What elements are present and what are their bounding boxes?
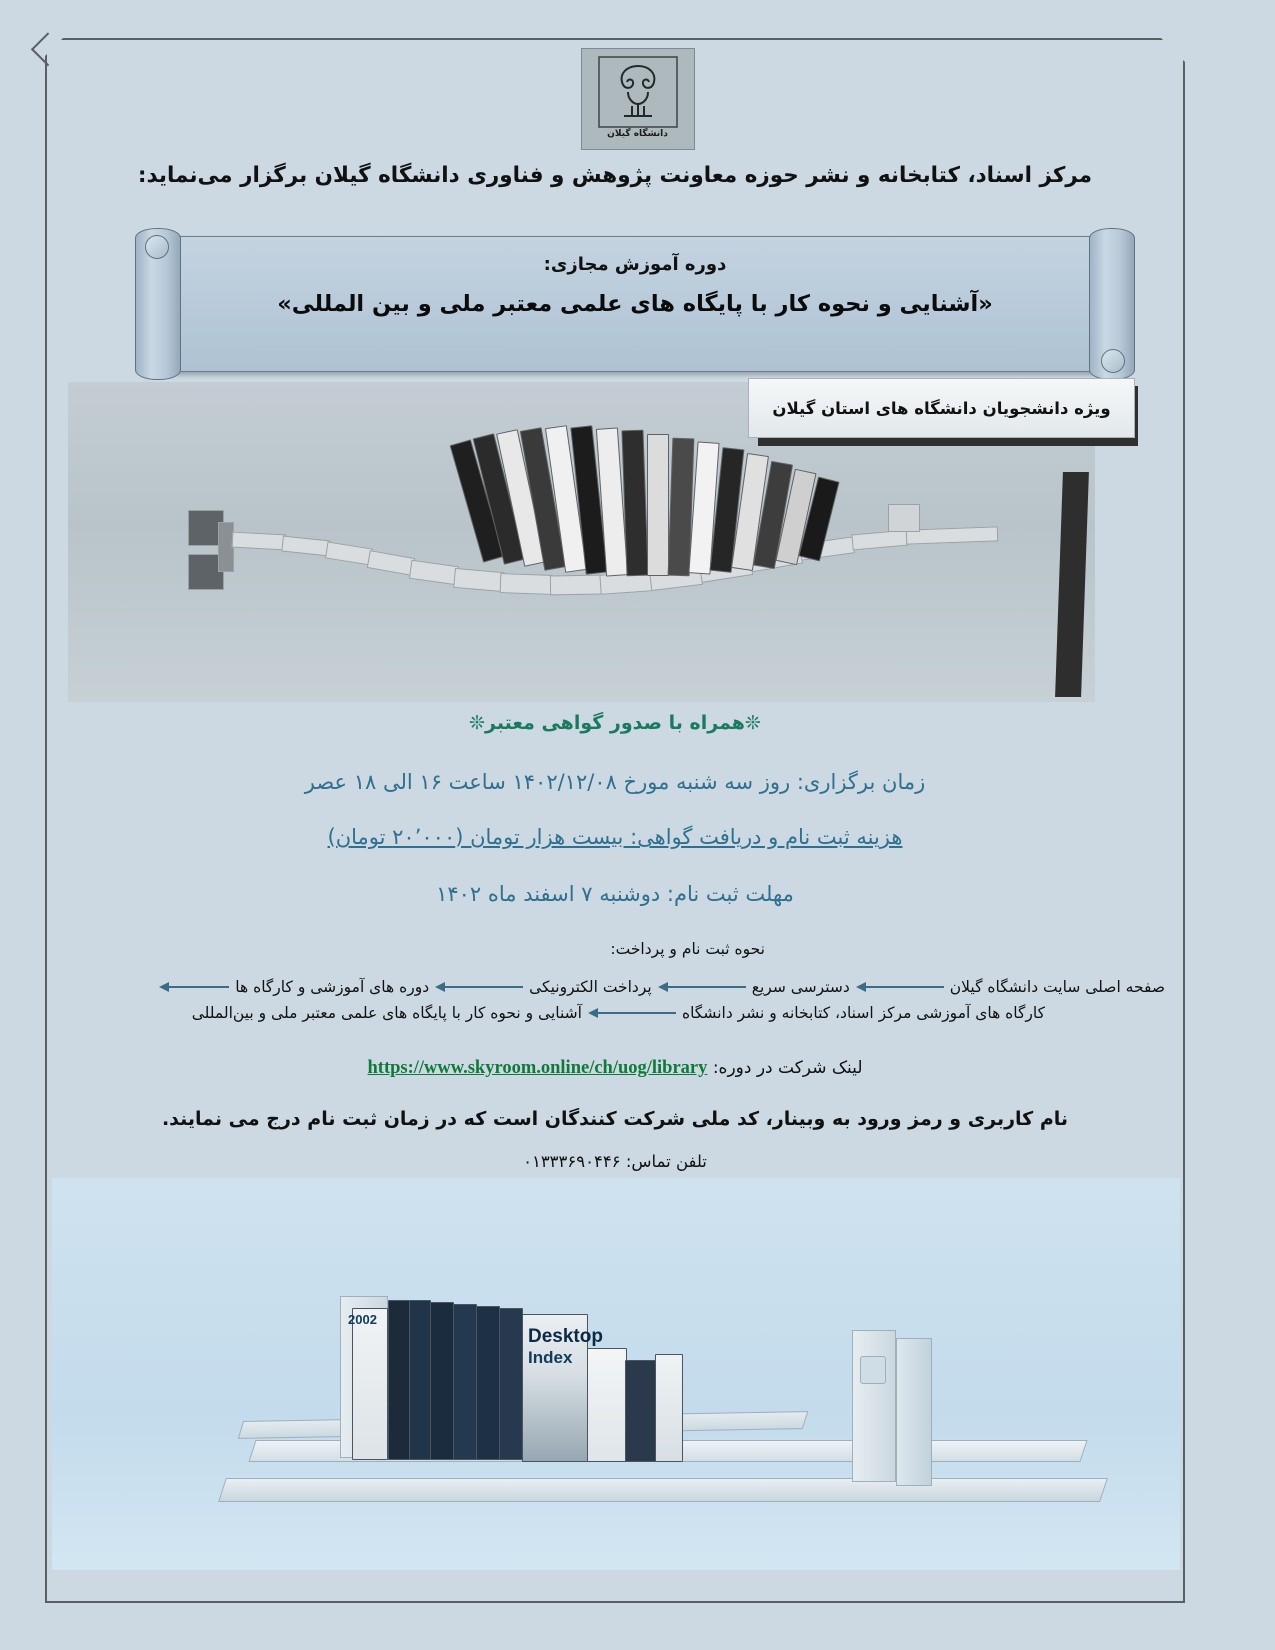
- arrow-icon: [435, 981, 523, 993]
- event-datetime: زمان برگزاری: روز سه شنبه مورخ ۱۴۰۲/۱۲/۰۸ ساعت ۱۶ الی ۱۸ عصر: [304, 770, 926, 794]
- banner-roll-right: [1089, 228, 1135, 380]
- arrow-icon: [588, 1007, 676, 1019]
- steps-row-1: [70, 978, 1165, 996]
- arrow-icon: [856, 981, 944, 993]
- step-item: صفحه اصلی سایت دانشگاه گیلان: [949, 978, 1165, 996]
- university-seal-icon: [590, 56, 686, 142]
- step-item: پرداخت الکترونیکی: [529, 978, 652, 996]
- step-item: دوره های آموزشی و کارگاه ها: [235, 978, 430, 996]
- photo-dark-post: [1055, 472, 1089, 697]
- banner-title: «آشنایی و نحوه کار با پایگاه های علمی معتبر ملی و بین المللی»: [277, 291, 993, 317]
- step-item: کارگاه های آموزشی مرکز اسناد، کتابخانه و نشر دانشگاه: [681, 1004, 1045, 1022]
- login-notice: نام کاربری و رمز ورود به وبینار، کد ملی شرکت کنندگان است که در زمان ثبت نام درج می نمایند.: [161, 1108, 1069, 1130]
- banner-subtitle: دوره آموزش مجازی:: [543, 254, 727, 275]
- webinar-link[interactable]: https://www.skyroom.online/ch/uog/library: [367, 1058, 708, 1078]
- contact-phone: تلفن تماس: ۰۱۳۳۳۶۹۰۴۴۶: [523, 1152, 707, 1171]
- wooden-rack-photo: Desktop Index 2002: [52, 1178, 1180, 1570]
- registration-deadline: مهلت ثبت نام: دوشنبه ۷ اسفند ماه ۱۴۰۲: [436, 882, 794, 906]
- arrow-icon: [658, 981, 746, 993]
- steps-row-2: [70, 1004, 1165, 1022]
- seal-svg: [598, 56, 678, 128]
- howto-label: نحوه ثبت نام و پرداخت:: [610, 940, 765, 958]
- audience-badge: ویژه دانشجویان دانشگاه های استان گیلان: [748, 378, 1135, 438]
- step-item: دسترسی سریع: [751, 978, 850, 996]
- course-banner: [135, 228, 1135, 372]
- webinar-link-label: لینک شرکت در دوره:: [712, 1058, 863, 1078]
- frame-corner-top-left: [31, 32, 65, 66]
- certificate-note: ❊همراه با صدور گواهی معتبر❊: [469, 712, 761, 734]
- arrow-icon: [159, 981, 229, 993]
- step-item: آشنایی و نحوه کار با پایگاه های علمی معتبر ملی و بین‌المللی: [191, 1004, 582, 1022]
- banner-text: [195, 254, 1075, 317]
- event-fee: هزینه ثبت نام و دریافت گواهی: بیست هزار تومان (۲۰٬۰۰۰ تومان): [327, 825, 903, 849]
- page-title: مرکز اسناد، کتابخانه و نشر حوزه معاونت پژوهش و فناوری دانشگاه گیلان برگزار می‌نماید:: [137, 163, 1093, 188]
- university-logo: [581, 48, 695, 150]
- logo-caption: دانشگاه گیلان: [607, 129, 668, 139]
- webinar-link-row: [70, 1058, 1160, 1079]
- banner-roll-left: [135, 228, 181, 380]
- registration-steps: [70, 978, 1165, 1030]
